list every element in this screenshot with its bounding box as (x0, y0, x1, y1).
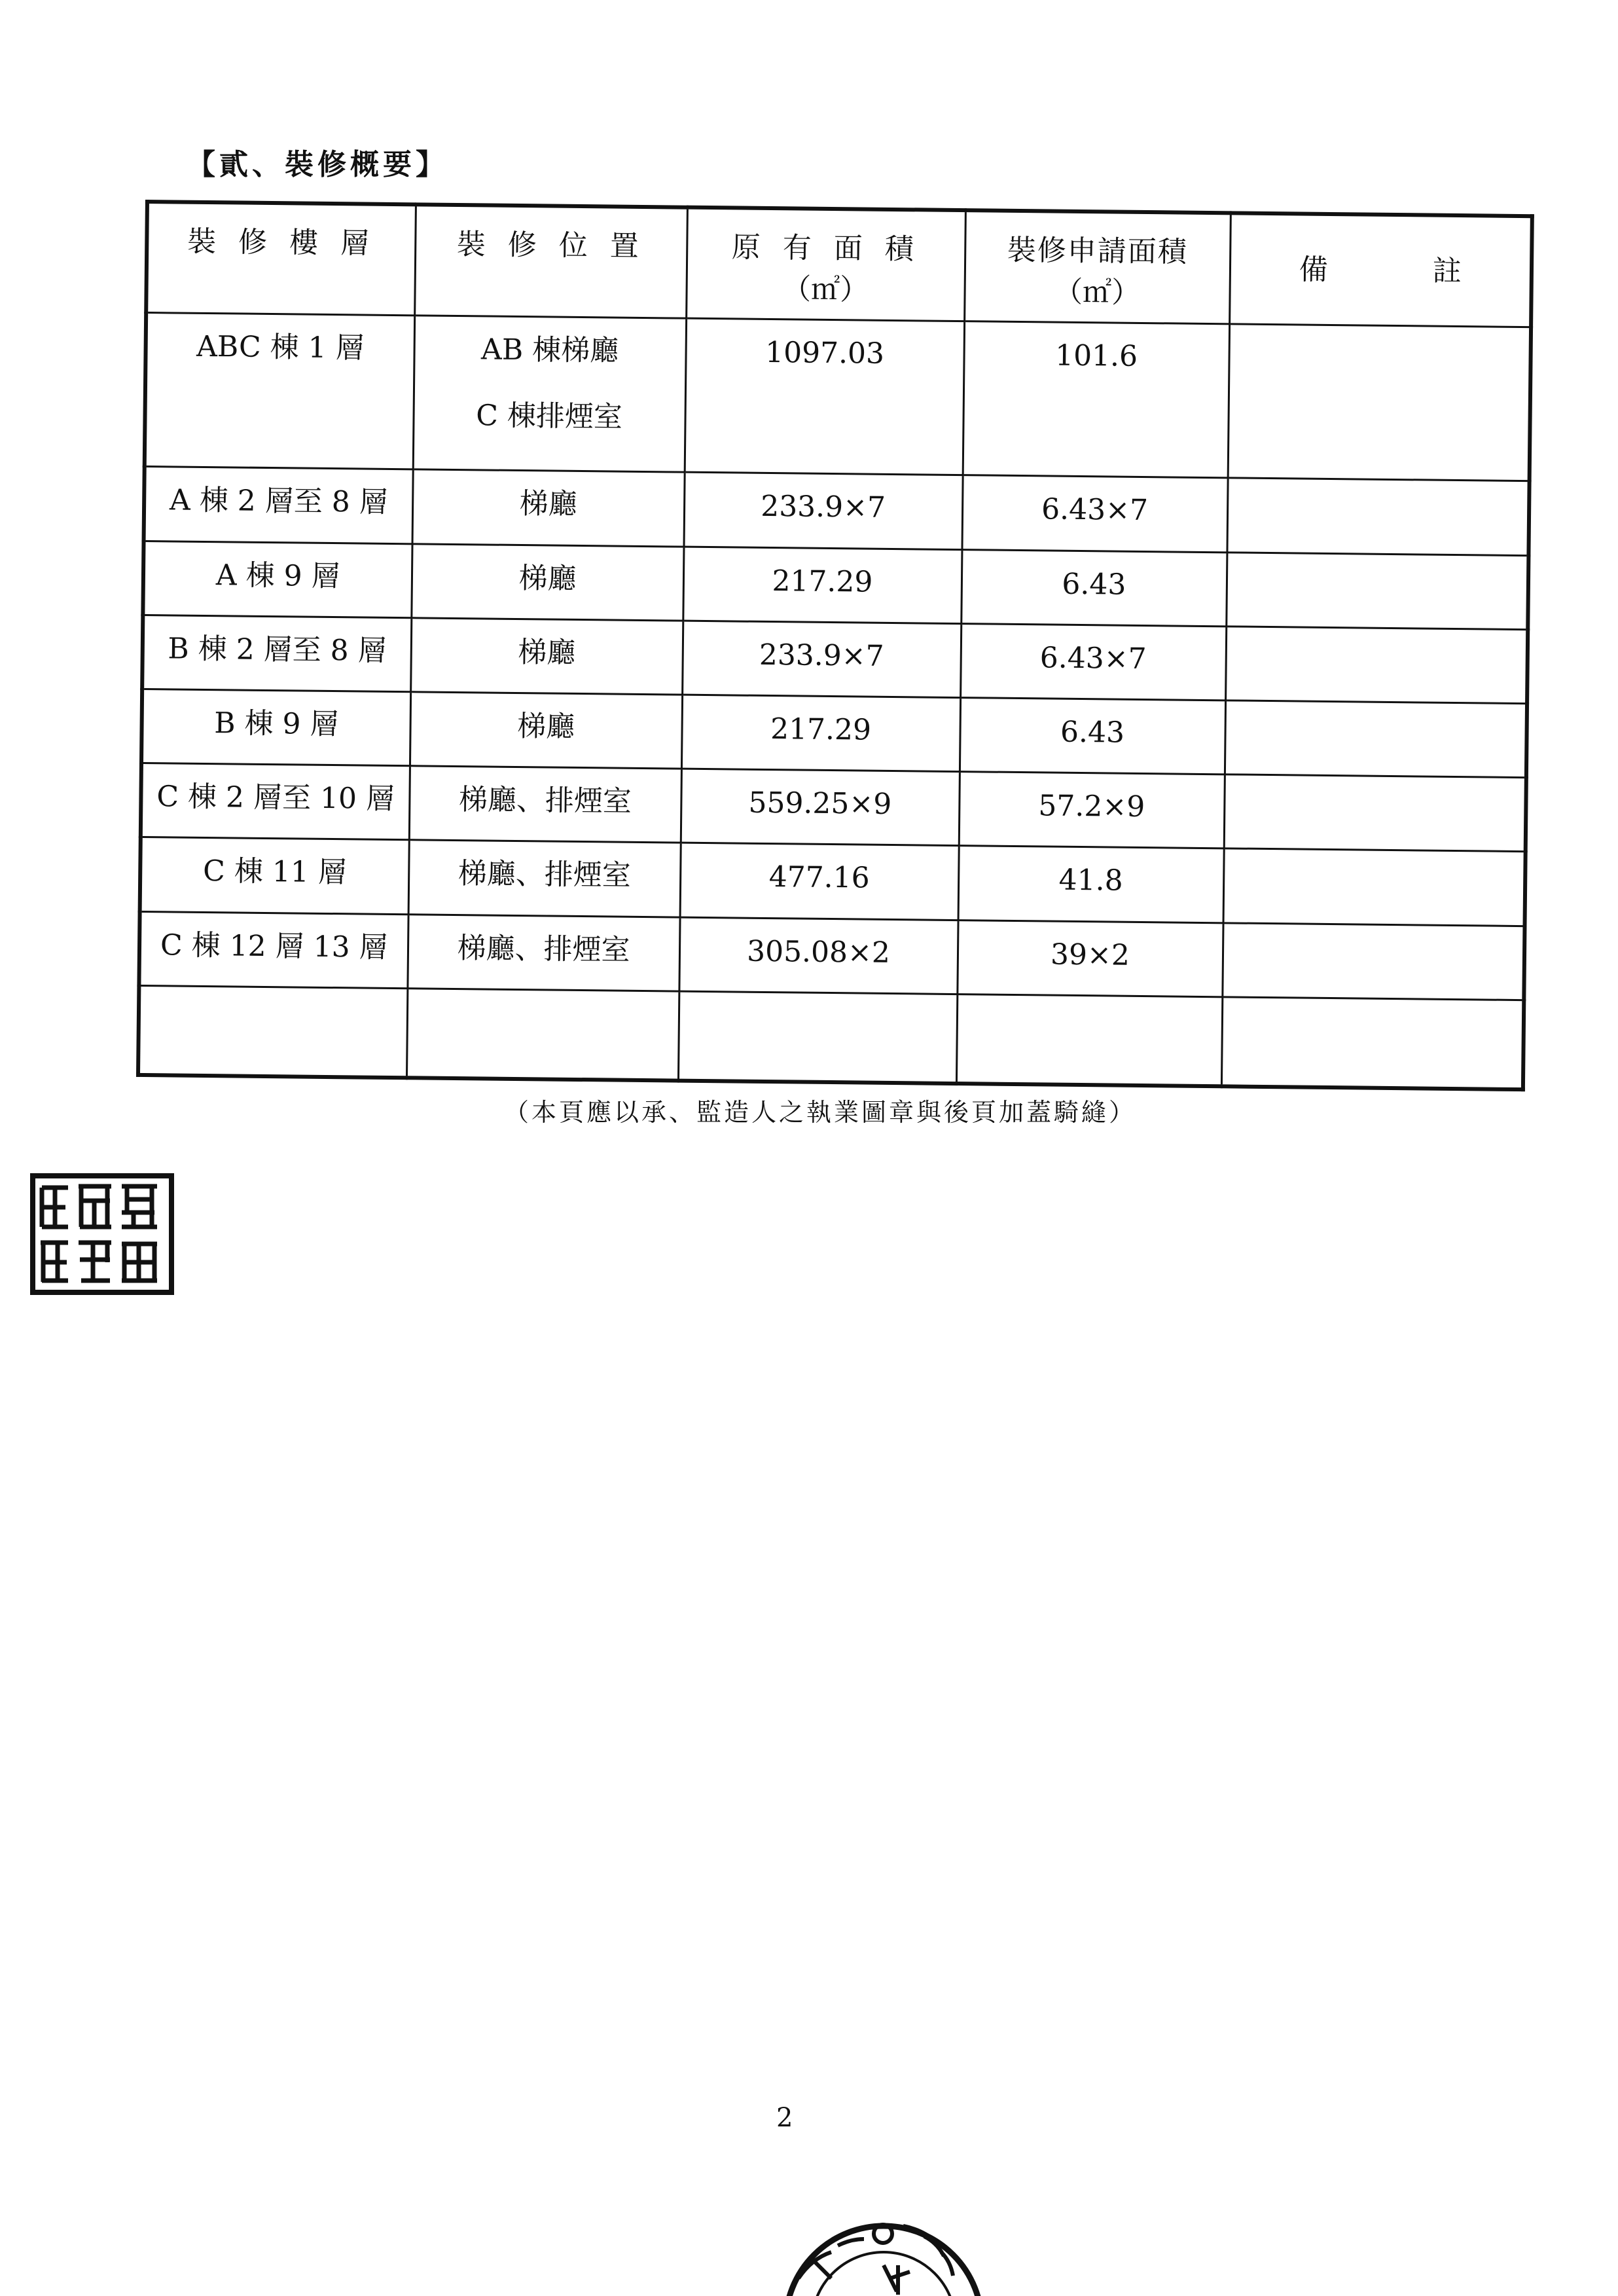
header-floor (146, 202, 416, 316)
cell-applied-area: 57.2×9 (959, 772, 1225, 848)
cell-original-area: 233.9×7 (682, 621, 961, 698)
table-row (141, 763, 1526, 852)
table-row (144, 467, 1530, 555)
seal-glyphs (799, 2225, 953, 2295)
renovation-summary-table-wrap (136, 200, 1530, 1091)
cell-remarks (1225, 701, 1527, 778)
cell-location: 梯廳 (411, 543, 683, 621)
header-location-label: 裝 修 位 置 (456, 227, 646, 264)
cell-floor: A 棟 9 層 (143, 541, 412, 617)
cell-applied-area: 6.43 (961, 549, 1227, 626)
architect-seal-stamp (29, 1172, 175, 1296)
cell-location: 梯廳 (412, 469, 685, 547)
header-applied-area-label: 裝修申請面積 (1007, 233, 1189, 269)
section-title: 【貳、裝修概要】 (187, 148, 448, 181)
header-location (414, 204, 687, 318)
cell-remarks (1226, 552, 1528, 629)
table-row (141, 689, 1527, 777)
table-header-row (146, 202, 1532, 327)
seal-inner-ring (812, 2252, 956, 2296)
header-remarks-label-1: 備 (1299, 253, 1328, 287)
cell-empty (1221, 996, 1524, 1089)
cell-floor: ABC 棟 1 層 (145, 313, 414, 470)
round-seal-stamp (753, 2174, 1001, 2296)
renovation-summary-table (136, 200, 1534, 1091)
cell-location: 梯廳、排煙室 (408, 840, 681, 917)
cell-original-area: 1097.03 (685, 318, 964, 475)
table-row (143, 541, 1528, 629)
cell-empty (406, 988, 679, 1080)
page-number: 2 (776, 2103, 793, 2133)
cell-empty (678, 991, 957, 1084)
header-remarks (1229, 213, 1532, 327)
cell-empty (956, 994, 1222, 1086)
cell-applied-area: 6.43×7 (960, 623, 1226, 700)
cell-location: 梯廳 (410, 618, 683, 695)
cell-location-line-2: C 棟排煙室 (475, 399, 623, 434)
header-remarks-label-2: 註 (1432, 254, 1462, 289)
table-row (145, 313, 1531, 482)
cell-floor: A 棟 2 層至 8 層 (144, 467, 413, 543)
header-original-area-label: 原 有 面 積 (731, 230, 921, 266)
table-row-empty (138, 985, 1524, 1089)
cell-remarks (1222, 922, 1524, 1000)
cell-remarks (1228, 324, 1531, 481)
header-applied-area-unit: （㎡） (1053, 275, 1141, 310)
header-applied-area (964, 210, 1231, 324)
seal-glyphs (41, 1186, 157, 1282)
cell-remarks (1223, 848, 1526, 926)
cell-remarks (1227, 478, 1529, 555)
header-original-area (686, 208, 965, 321)
cell-original-area: 305.08×2 (679, 917, 958, 994)
cell-floor: C 棟 12 層 13 層 (139, 911, 408, 988)
cell-location: 梯廳 (410, 692, 682, 769)
table-row (142, 615, 1528, 703)
cell-location (413, 316, 686, 473)
table-row (140, 837, 1526, 926)
footnote: （本頁應以承、監造人之執業圖章與後頁加蓋騎縫） (504, 1098, 1137, 1127)
cell-original-area: 233.9×7 (683, 473, 962, 550)
cell-remarks (1225, 627, 1528, 704)
cell-original-area: 559.25×9 (681, 769, 960, 846)
cell-location-line-1: AB 棟梯廳 (480, 333, 619, 368)
cell-applied-area: 41.8 (958, 846, 1224, 922)
cell-empty (138, 985, 407, 1078)
cell-floor: C 棟 11 層 (140, 837, 409, 914)
cell-floor: B 棟 9 層 (141, 689, 410, 765)
cell-applied-area: 6.43×7 (962, 475, 1227, 552)
cell-applied-area: 39×2 (957, 920, 1223, 996)
cell-location: 梯廳、排煙室 (407, 914, 679, 991)
header-original-area-unit: （㎡） (782, 272, 869, 307)
cell-remarks (1224, 774, 1526, 852)
header-floor-label: 裝 修 樓 層 (187, 225, 376, 261)
cell-original-area: 217.29 (681, 695, 960, 772)
cell-original-area: 477.16 (680, 843, 959, 920)
cell-floor: B 棟 2 層至 8 層 (142, 615, 411, 691)
cell-floor: C 棟 2 層至 10 層 (141, 763, 410, 840)
cell-applied-area: 101.6 (963, 321, 1229, 479)
cell-location: 梯廳、排煙室 (409, 766, 681, 843)
cell-applied-area: 6.43 (960, 698, 1225, 774)
table-row (139, 911, 1524, 1000)
cell-original-area: 217.29 (683, 547, 962, 624)
